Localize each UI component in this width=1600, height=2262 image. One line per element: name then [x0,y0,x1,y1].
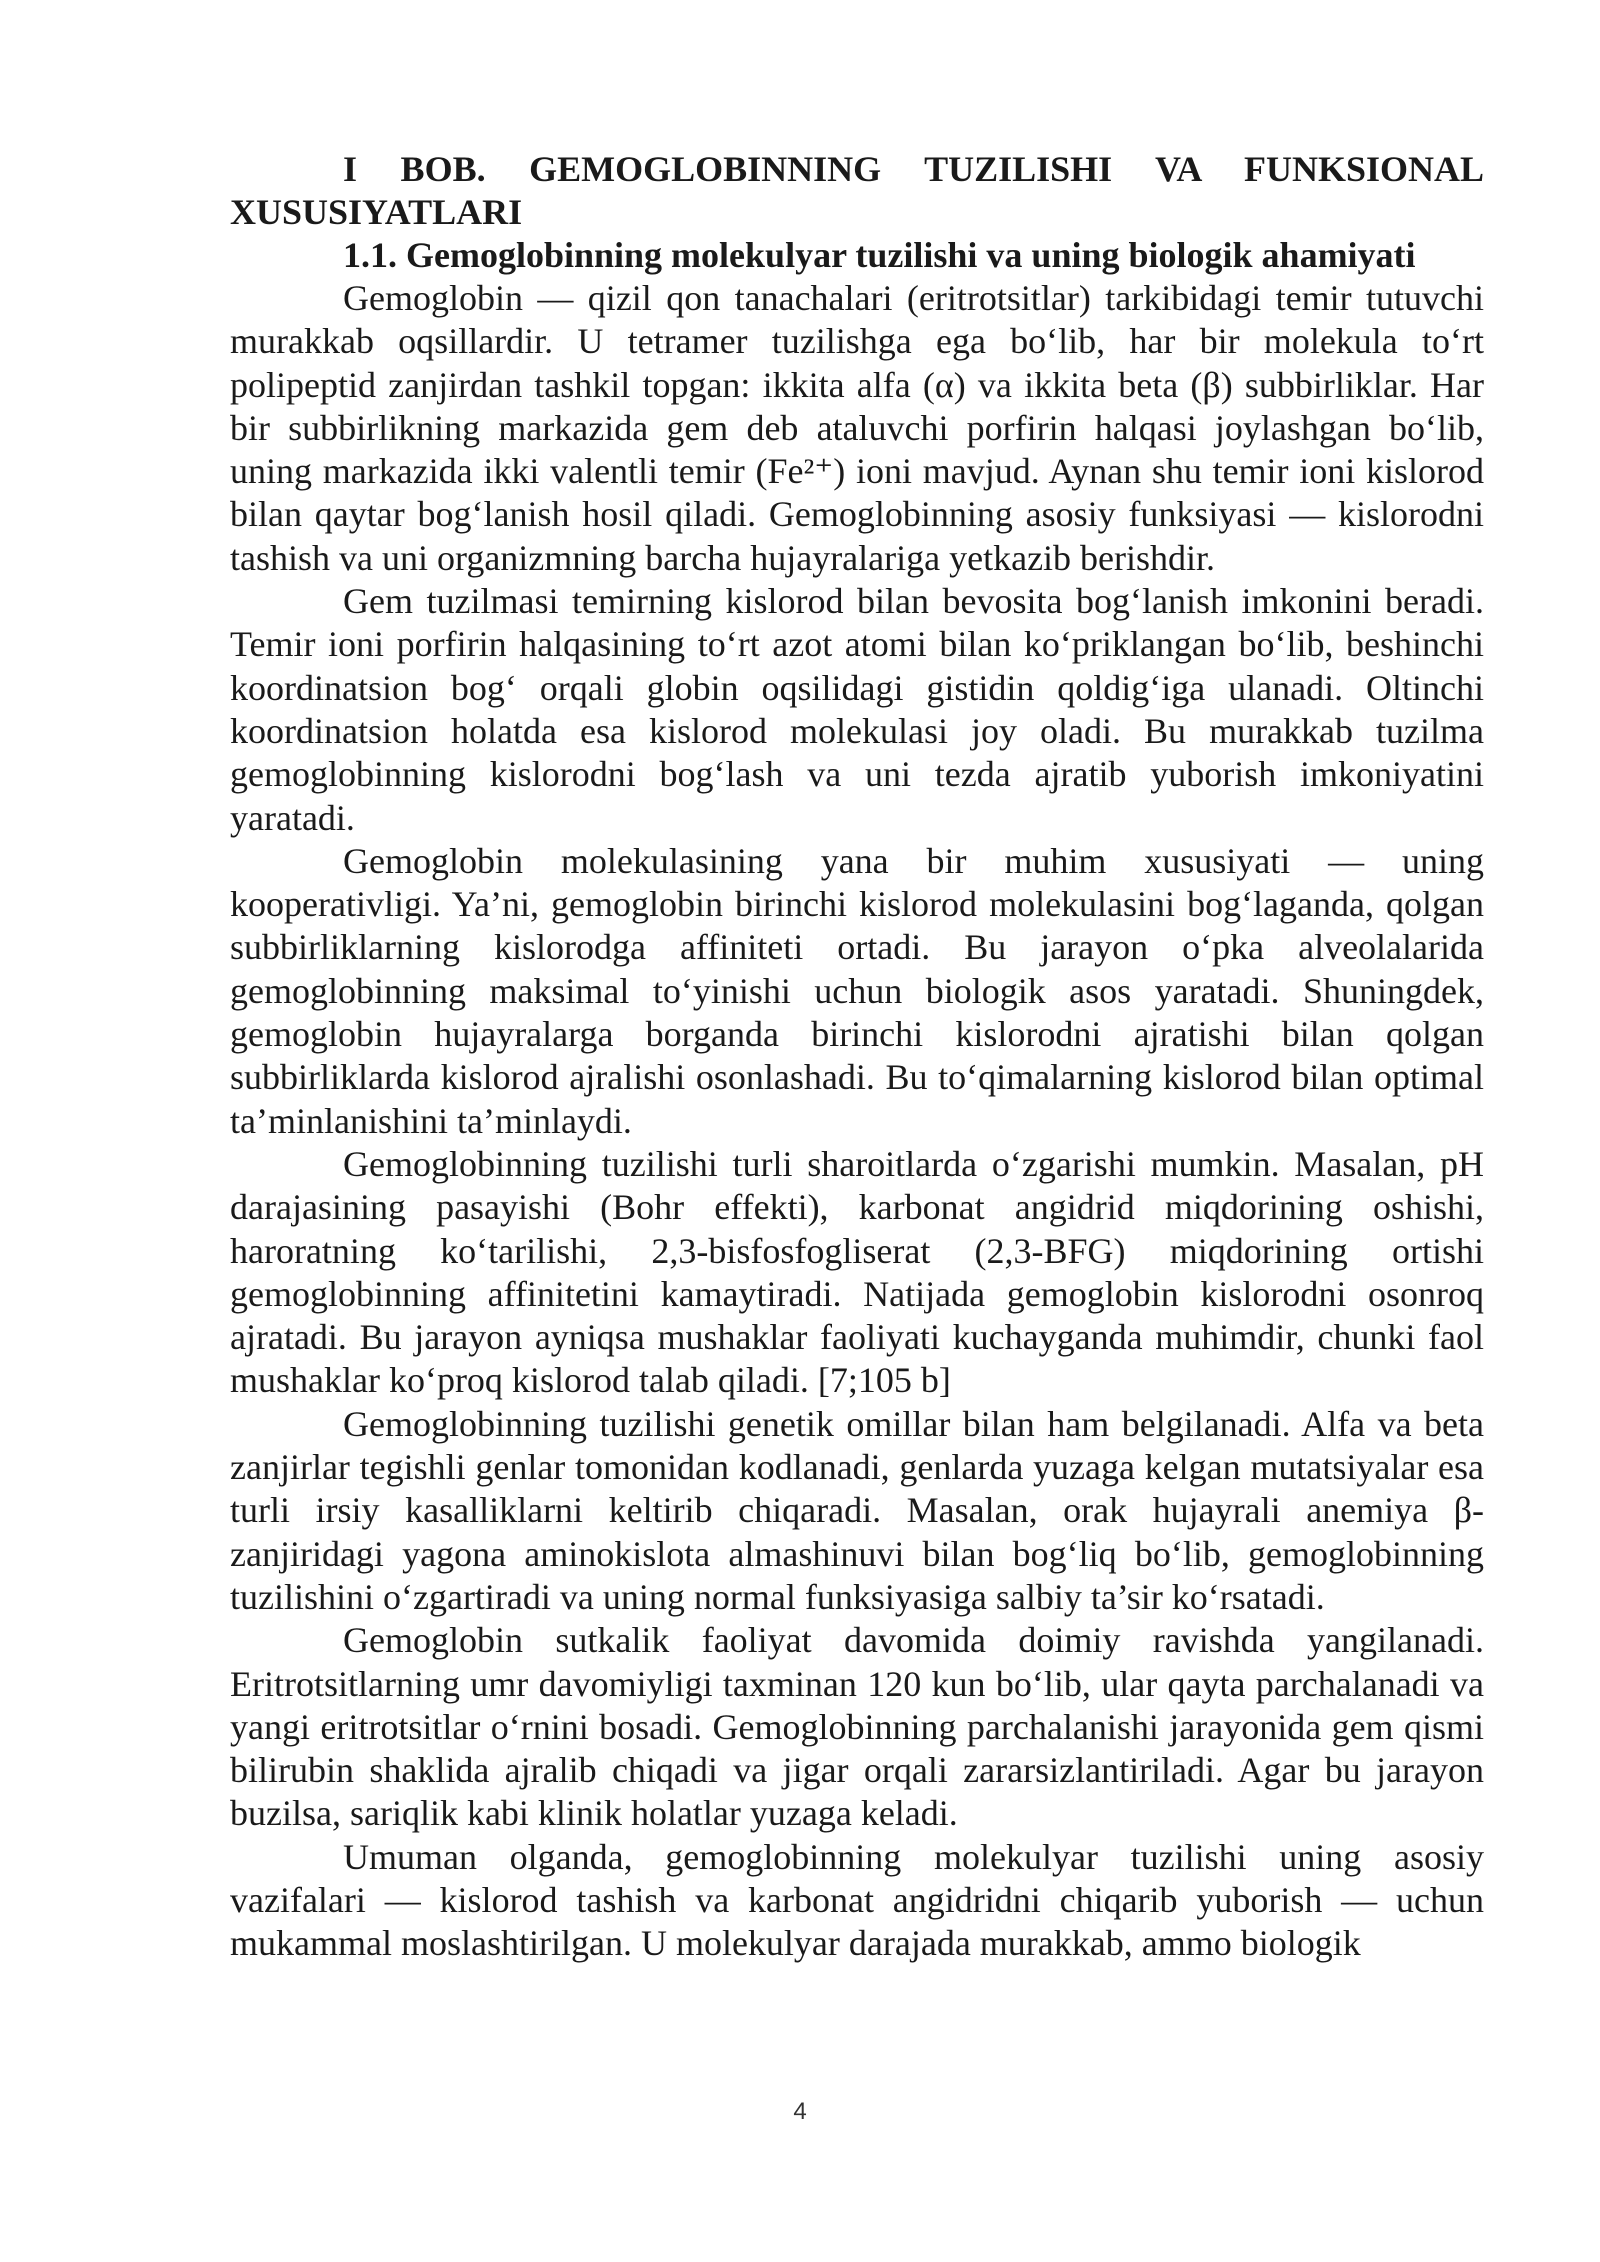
paragraph-3: Gemoglobin molekulasining yana bir muhim xususiyati — uning kooperativligi. Ya’ni, gemoglobin birinchi kislorod molekulasini bog‘laganda, qolgan subbirliklarning kislorodga affiniteti ortadi. Bu jarayon o‘pka alveolalarida gemoglobinning maksimal to‘yinishi uchun biologik asos yaratadi. Shuningdek, gemoglobin hujayralarga borganda birinchi kislorodni ajratishi bilan qolgan subbirliklarda kislorod ajralishi osonlashadi. Bu to‘qimalarning kislorod bilan optimal ta’minlanishini ta’minlaydi. [230,840,1484,1141]
paragraph-7: Umuman olganda, gemoglobinning molekulyar tuzilishi uning asosiy vazifalari — kislorod tashish va karbonat angidridni chiqarib yuborish — uchun mukammal moslashtirilgan. U molekulyar darajada murakkab, ammo biologik [230,1836,1484,1964]
paragraph-1: Gemoglobin — qizil qon tanachalari (eritrotsitlar) tarkibidagi temir tutuvchi murakkab oqsillardir. U tetramer tuzilishga ega bo‘lib, har bir molekula to‘rt polipeptid zanjirdan tashkil topgan: ikkita alfa (α) va ikkita beta (β) subbirliklar. Har bir subbirlikning markazida gem deb ataluvchi porfirin halqasi joylashgan bo‘lib, uning markazida ikki valentli temir (Fe²⁺) ioni mavjud. Aynan shu temir ioni kislorod bilan qaytar bog‘lanish hosil qiladi. Gemoglobinning asosiy funksiyasi — kislorodni tashish va uni organizmning barcha hujayralariga yetkazib berishdir. [230,278,1484,578]
page-number: 4 [793,2098,807,2125]
paragraph-2: Gem tuzilmasi temirning kislorod bilan bevosita bog‘lanish imkonini beradi. Temir ioni porfirin halqasining to‘rt azot atomi bilan ko‘priklangan bo‘lib, beshinchi koordinatsion bog‘ orqali globin oqsilidagi gistidin qoldig‘iga ulanadi. Oltinchi koordinatsion holatda esa kislorod molekulasi joy oladi. Bu murakkab tuzilma gemoglobinning kislorodni bog‘lash va uni tezda ajratib yuborish imkoniyatini yaratadi. [230,581,1484,838]
paragraph-5: Gemoglobinning tuzilishi genetik omillar bilan ham belgilanadi. Alfa va beta zanjirlar tegishli genlar tomonidan kodlanadi, genlarda yuzaga kelgan mutatsiyalar esa turli irsiy kasalliklarni keltirib chiqaradi. Masalan, orak hujayrali anemiya β-zanjiridagi yagona aminokislota almashinuvi bilan bog‘liq bo‘lib, gemoglobinning tuzilishini o‘zgartiradi va uning normal funksiyasiga salbiy ta’sir ko‘rsatadi. [230,1403,1484,1617]
paragraph-4: Gemoglobinning tuzilishi turli sharoitlarda o‘zgarishi mumkin. Masalan, pH darajasining pasayishi (Bohr effekti), karbonat angidrid miqdorining oshishi, haroratning ko‘tarilishi, 2,3-bisfosfogliserat (2,3-BFG) miqdorining ortishi gemoglobinning affinitetini kamaytiradi. Natijada gemoglobin kislorodni osonroq ajratadi. Bu jarayon ayniqsa mushaklar faoliyati kuchayganda muhimdir, chunki faol mushaklar ko‘proq kislorod talab qiladi. [7;105 b] [230,1143,1484,1401]
chapter-title: I BOB. GEMOGLOBINNING TUZILISHI VA FUNKSIONAL XUSUSIYATLARI [230,149,1484,232]
section-title: 1.1. Gemoglobinning molekulyar tuzilishi va uning biologik ahamiyati [343,235,1416,275]
paragraph-6: Gemoglobin sutkalik faoliyat davomida doimiy ravishda yangilanadi. Eritrotsitlarning umr davomiyligi taxminan 120 kun bo‘lib, ular qayta parchalanadi va yangi eritrotsitlar o‘rnini bosadi. Gemoglobinning parchalanishi jarayonida gem qismi bilirubin shaklida ajralib chiqadi va jigar orqali zararsizlantiriladi. Agar bu jarayon buzilsa, sariqlik kabi klinik holatlar yuzaga keladi. [230,1620,1484,1834]
document-page [230,148,1484,1966]
